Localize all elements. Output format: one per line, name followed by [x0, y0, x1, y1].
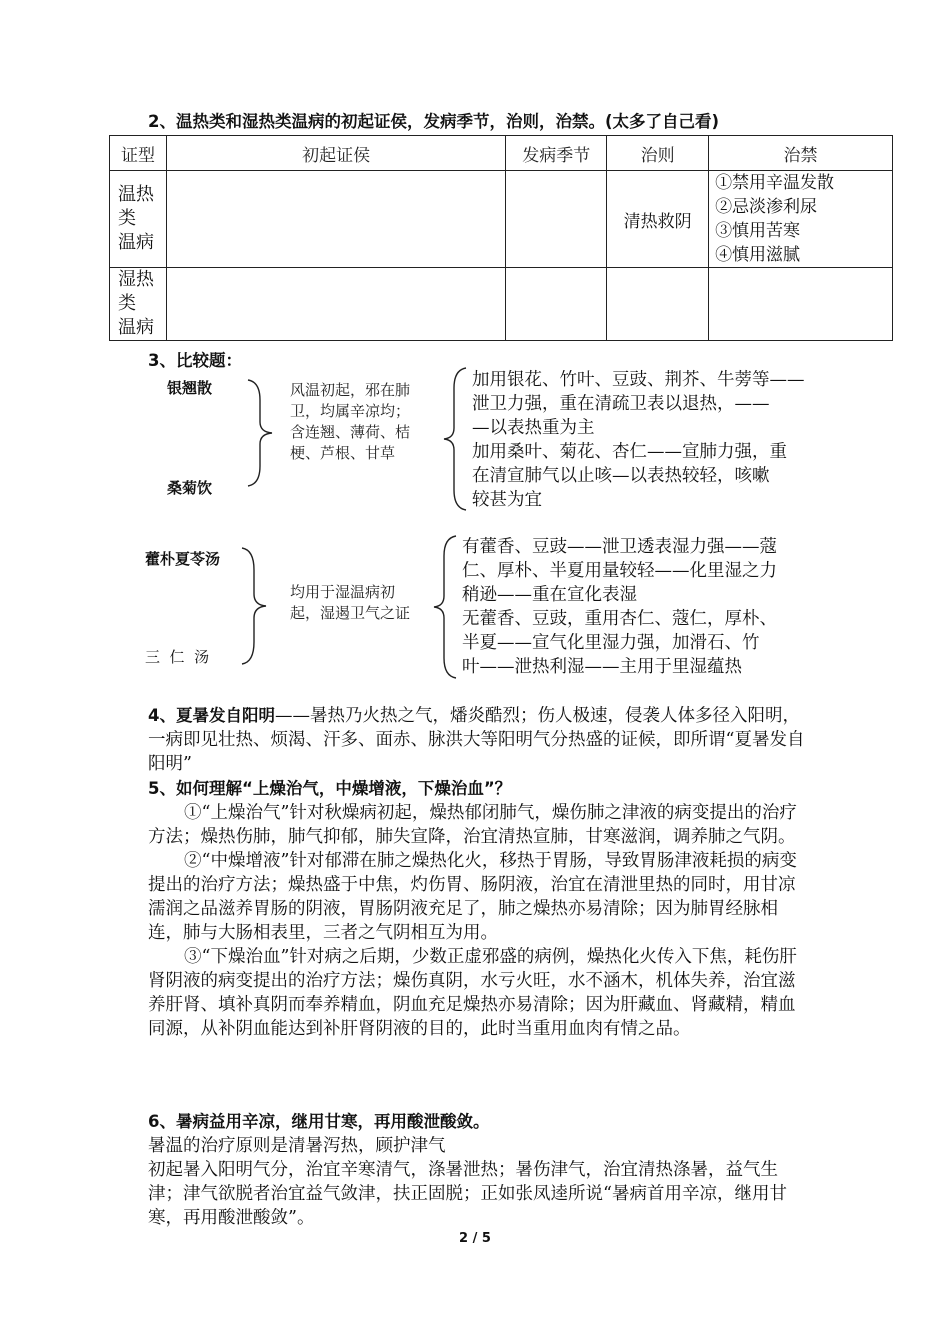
left-brace-icon: [246, 378, 286, 488]
symptoms-cell: [166, 268, 505, 341]
right-brace-icon: [436, 534, 460, 680]
shared-line: 起，湿遏卫气之证: [290, 604, 411, 622]
shared-line: 梗、芦根、甘草: [290, 444, 396, 462]
shared-line: 卫，均属辛凉均；: [290, 402, 411, 420]
section-5-paragraph: ②“中燥增液”针对郁滞在肺之燥热化火，移热于胃肠，导致胃肠津液耗损的病变提出的治疗方法；燥热盛于中焦，灼伤胃、肠阴液，治宜在清泄里热的同时，用甘凉濡润之品滋养胃肠的阴液，胃肠阴液充足了，肺之燥热亦易清除；因为肺胃经脉相连，肺与大肠相表里，三者之气阴相互为用。: [148, 851, 797, 943]
row-type-line: 类: [118, 293, 136, 314]
group2-detail: [462, 535, 777, 679]
principle-cell: [607, 268, 709, 341]
detail-line: 加用银花、竹叶、豆豉、荆芥、牛蒡等——: [472, 370, 805, 390]
taboo-item: ④慎用滋腻: [715, 245, 801, 265]
row-type-line: 温热: [118, 184, 154, 205]
section-6: [148, 1110, 808, 1230]
header-cell: 初起证侯: [166, 136, 505, 171]
detail-line: —以表热重为主: [472, 418, 595, 438]
section-3-heading: 3、比较题：: [148, 351, 242, 370]
detail-line: 半夏——宣气化里湿力强，加滑石、竹: [462, 633, 760, 653]
section-6-line: 暑温的治疗原则是清暑泻热，顾护津气: [148, 1136, 446, 1156]
section-5: [148, 777, 808, 1041]
detail-line: 泄卫力强，重在清疏卫表以退热，——: [472, 394, 770, 414]
season-cell: [506, 268, 607, 341]
group1-shared: [290, 380, 410, 464]
section-4-text: ——暑热乃火热之气，燔炎酷烈；伤人极速，侵袭人体多径入阳明，一病即见壮热、烦渴、汗多、面赤、脉洪大等阳明气分热盛的证候，即所谓“夏暑发自阳明”: [148, 706, 805, 774]
detail-line: 稍逊——重在宣化表湿: [462, 585, 637, 605]
shared-line: 风温初起，邪在肺: [290, 381, 411, 399]
header-cell: 证型: [110, 136, 167, 171]
taboo-cell: [709, 268, 893, 341]
section-5-paragraph: ①“上燥治气”针对秋燥病初起，燥热郁闭肺气，燥伤肺之津液的病变提出的治疗方法；燥热伤肺，肺气抑郁，肺失宣降，治宜清热宣肺，甘寒滋润，调养肺之气阴。: [148, 803, 797, 847]
detail-line: 仁、厚朴、半夏用量较轻——化里湿之力: [462, 561, 777, 581]
season-cell: [506, 171, 607, 268]
shared-line: 均用于湿温病初: [290, 583, 396, 601]
row-type-line: 类: [118, 208, 136, 229]
formula-yinqiao: 银翘散: [167, 379, 213, 397]
taboo-item: ②忌淡渗利尿: [715, 197, 818, 217]
taboo-item: ③慎用苦寒: [715, 221, 801, 241]
section-5-heading: 5、如何理解“上燥治气，中燥增液，下燥治血”？: [148, 779, 512, 798]
principle-cell: 清热救阴: [607, 171, 709, 268]
row-type-cell: [110, 171, 167, 268]
section-2-heading: 2、温热类和湿热类温病的初起证侯，发病季节，治则，治禁。(太多了自己看): [148, 112, 720, 131]
formula-sangju: 桑菊饮: [167, 479, 213, 497]
taboo-item: ①禁用辛温发散: [715, 173, 835, 193]
left-brace-icon: [240, 546, 280, 666]
row-type-line: 温病: [118, 317, 154, 338]
table-row: [110, 268, 893, 341]
detail-line: 叶——泄热利湿——主用于里湿蕴热: [462, 657, 742, 677]
section-4: [148, 704, 808, 776]
detail-line: 无藿香、豆豉，重用杏仁、蔻仁，厚朴、: [462, 609, 777, 629]
page-number: 2 / 5: [459, 1231, 491, 1246]
symptoms-cell: [166, 171, 505, 268]
section-4-heading: 4、夏暑发自阳明: [148, 706, 275, 725]
formula-sanren: 三 仁 汤: [145, 648, 210, 666]
detail-line: 加用桑叶、菊花、杏仁——宣肺力强，重: [472, 442, 787, 462]
comparison-table: [109, 135, 893, 341]
header-cell: 发病季节: [506, 136, 607, 171]
shared-line: 含连翘、薄荷、桔: [290, 423, 411, 441]
detail-line: 有藿香、豆豉——泄卫透表湿力强——蔻: [462, 537, 777, 557]
row-type-line: 湿热: [118, 269, 154, 290]
row-type-line: 温病: [118, 232, 154, 253]
right-brace-icon: [446, 366, 470, 512]
taboo-cell: [709, 171, 893, 268]
header-cell: 治则: [607, 136, 709, 171]
table-row: [110, 171, 893, 268]
header-cell: 治禁: [709, 136, 893, 171]
row-type-cell: [110, 268, 167, 341]
section-5-paragraph: ③“下燥治血”针对病之后期，少数正虚邪盛的病例，燥热化火传入下焦，耗伤肝肾阴液的病变提出的治疗方法；燥伤真阴，水亏火旺，水不涵木，机体失养，治宜滋养肝肾、填补真阴而奉养精血，阴血充足燥热亦易清除；因为肝藏血、肾藏精，精血同源，从补阴血能达到补肝肾阴液的目的，此时当重用血肉有情之品。: [148, 947, 797, 1039]
table-header-row: [110, 136, 893, 171]
group2-shared: [290, 582, 410, 624]
formula-huopo: 藿朴夏苓汤: [145, 550, 221, 568]
group1-detail: [472, 368, 805, 512]
section-6-paragraph: 初起暑入阳明气分，治宜辛寒清气，涤暑泄热；暑伤津气，治宜清热涤暑，益气生津；津气欲脱者治宜益气敛津，扶正固脱；正如张凤逵所说“暑病首用辛凉，继用甘寒，再用酸泄酸敛”。: [148, 1160, 787, 1228]
detail-line: 在清宣肺气以止咳—以表热较轻，咳嗽: [472, 466, 770, 486]
section-6-heading: 6、暑病益用辛凉，继用甘寒，再用酸泄酸敛。: [148, 1112, 490, 1131]
detail-line: 较甚为宜: [472, 490, 542, 510]
